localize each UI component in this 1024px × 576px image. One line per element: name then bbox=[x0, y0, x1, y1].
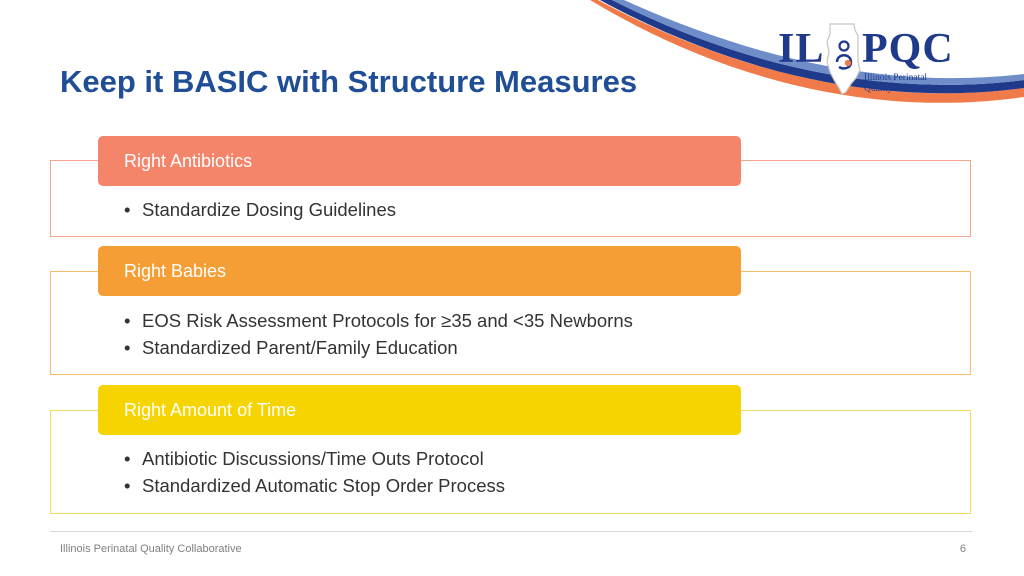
footer-organization: Illinois Perinatal Quality Collaborative bbox=[60, 543, 242, 555]
logo-text-pqc: PQC bbox=[862, 26, 954, 72]
list-item: • Standardize Dosing Guidelines bbox=[124, 196, 396, 223]
footer-divider bbox=[50, 531, 972, 532]
bullet-list bbox=[124, 307, 633, 361]
list-item: • Standardized Parent/Family Education bbox=[124, 334, 633, 361]
logo-subtitle-line1: Illinois Perinatal bbox=[864, 73, 928, 83]
bullet-list bbox=[124, 196, 396, 223]
list-item: • Antibiotic Discussions/Time Outs Protocol bbox=[124, 445, 505, 472]
list-item: • EOS Risk Assessment Protocols for ≥35 and <35 Newborns bbox=[124, 307, 633, 334]
logo-subtitle-line2: Quality Collaborative bbox=[864, 84, 947, 94]
ilpqc-logo bbox=[778, 22, 954, 100]
section-label: Right Antibiotics bbox=[98, 136, 741, 186]
section-label: Right Babies bbox=[98, 246, 741, 296]
bullet-list bbox=[124, 445, 505, 499]
logo-text-il: IL bbox=[778, 26, 825, 72]
page-number: 6 bbox=[959, 543, 966, 555]
list-item: • Standardized Automatic Stop Order Process bbox=[124, 472, 505, 499]
slide-title: Keep it BASIC with Structure Measures bbox=[60, 64, 638, 99]
section-label: Right Amount of Time bbox=[98, 385, 741, 435]
illinois-state-icon bbox=[824, 22, 864, 96]
